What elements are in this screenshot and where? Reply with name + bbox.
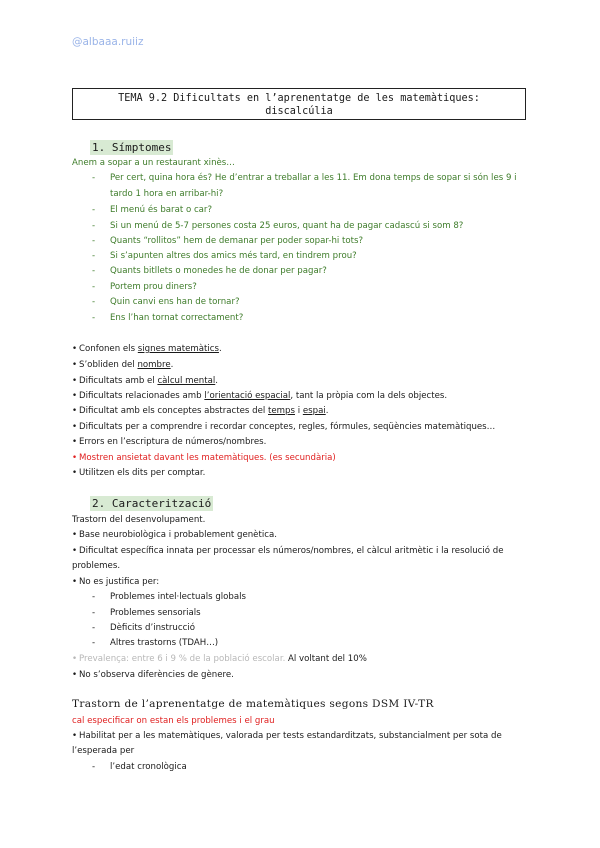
list-item: - Si s’apunten altres dos amics més tard, en tindrem prou? xyxy=(92,251,357,261)
list-item: - Problemes intel·lectuals globals xyxy=(92,592,247,602)
title-line-2: discalcúlia xyxy=(265,106,333,117)
bullet-item: • Dificultats relacionades amb l’orientació espacial, tant la pròpia com la dels objectes. xyxy=(72,391,448,401)
section3-note: cal especificar on estan els problemes i el grau xyxy=(72,716,275,726)
list-item: - Portem prou diners? xyxy=(92,282,197,292)
list-item: - Dèficits d’instrucció xyxy=(92,623,195,633)
bullet-item: • Confonen els signes matemàtics. xyxy=(72,344,222,354)
bullet-item: • S’obliden del nombre. xyxy=(72,360,174,370)
section2-intro: Trastorn del desenvolupament. xyxy=(72,515,206,525)
list-item: - Si un menú de 5-7 persones costa 25 euros, quant ha de pagar cadascú si som 8? xyxy=(92,221,464,231)
bullet-item-continued: problemes. xyxy=(72,561,121,571)
section-heading-characterization: 2. Caracterització xyxy=(92,497,212,510)
bullet-item-prevalence: • Prevalença: entre 6 i 9 % de la població escolar. Al voltant del 10% xyxy=(72,654,367,664)
list-item-continued: tardo 1 hora en arribar-hi? xyxy=(110,189,224,199)
author-handle: @albaaa.ruiiz xyxy=(72,36,144,48)
bullet-item-highlighted: • Mostren ansietat davant les matemàtiques. (es secundària) xyxy=(72,453,336,463)
bullet-item: • Dificultat amb els conceptes abstractes del temps i espai. xyxy=(72,406,329,416)
list-item: - Quin canvi ens han de tornar? xyxy=(92,297,240,307)
list-item: - l’edat cronològica xyxy=(92,762,187,772)
bullet-item-continued: l’esperada per xyxy=(72,746,135,756)
list-item: - Problemes sensorials xyxy=(92,608,201,618)
list-item: - Ens l’han tornat correctament? xyxy=(92,313,244,323)
bullet-item: • No s’observa diferències de gènere. xyxy=(72,670,234,680)
list-item: - El menú és barat o car? xyxy=(92,205,213,215)
section1-intro: Anem a sopar a un restaurant xinès… xyxy=(72,158,235,168)
list-item: - Altres trastorns (TDAH…) xyxy=(92,638,219,648)
bullet-item: • Utilitzen els dits per comptar. xyxy=(72,468,206,478)
section-heading-dsm: Trastorn de l’aprenentatge de matemàtiques segons DSM IV-TR xyxy=(72,698,434,710)
bullet-item: • Dificultat específica innata per processar els números/nombres, el càlcul aritmètic i la resolució de xyxy=(72,546,504,556)
page-title xyxy=(72,88,526,120)
bullet-item: • Dificultats per a comprendre i recordar conceptes, regles, fórmules, seqüències matemàtiques… xyxy=(72,422,496,432)
bullet-item: • Habilitat per a les matemàtiques, valorada per tests estandarditzats, substancialment per sota de xyxy=(72,731,502,741)
section-heading-symptoms: 1. Símptomes xyxy=(92,141,172,154)
bullet-item: • Dificultats amb el càlcul mental. xyxy=(72,376,218,386)
list-item: - Quants “rollitos” hem de demanar per poder sopar-hi tots? xyxy=(92,236,364,246)
bullet-item: • No es justifica per: xyxy=(72,577,160,587)
bullet-item: • Errors en l’escriptura de números/nombres. xyxy=(72,437,267,447)
list-item: - Quants bitllets o monedes he de donar per pagar? xyxy=(92,266,327,276)
title-line-1: TEMA 9.2 Dificultats en l’aprenentatge de les matemàtiques: xyxy=(118,93,480,104)
bullet-item: • Base neurobiològica i probablement genètica. xyxy=(72,530,277,540)
list-item: - Per cert, quina hora és? He d’entrar a treballar a les 11. Em dona temps de sopar si són les 9 i xyxy=(92,173,517,183)
